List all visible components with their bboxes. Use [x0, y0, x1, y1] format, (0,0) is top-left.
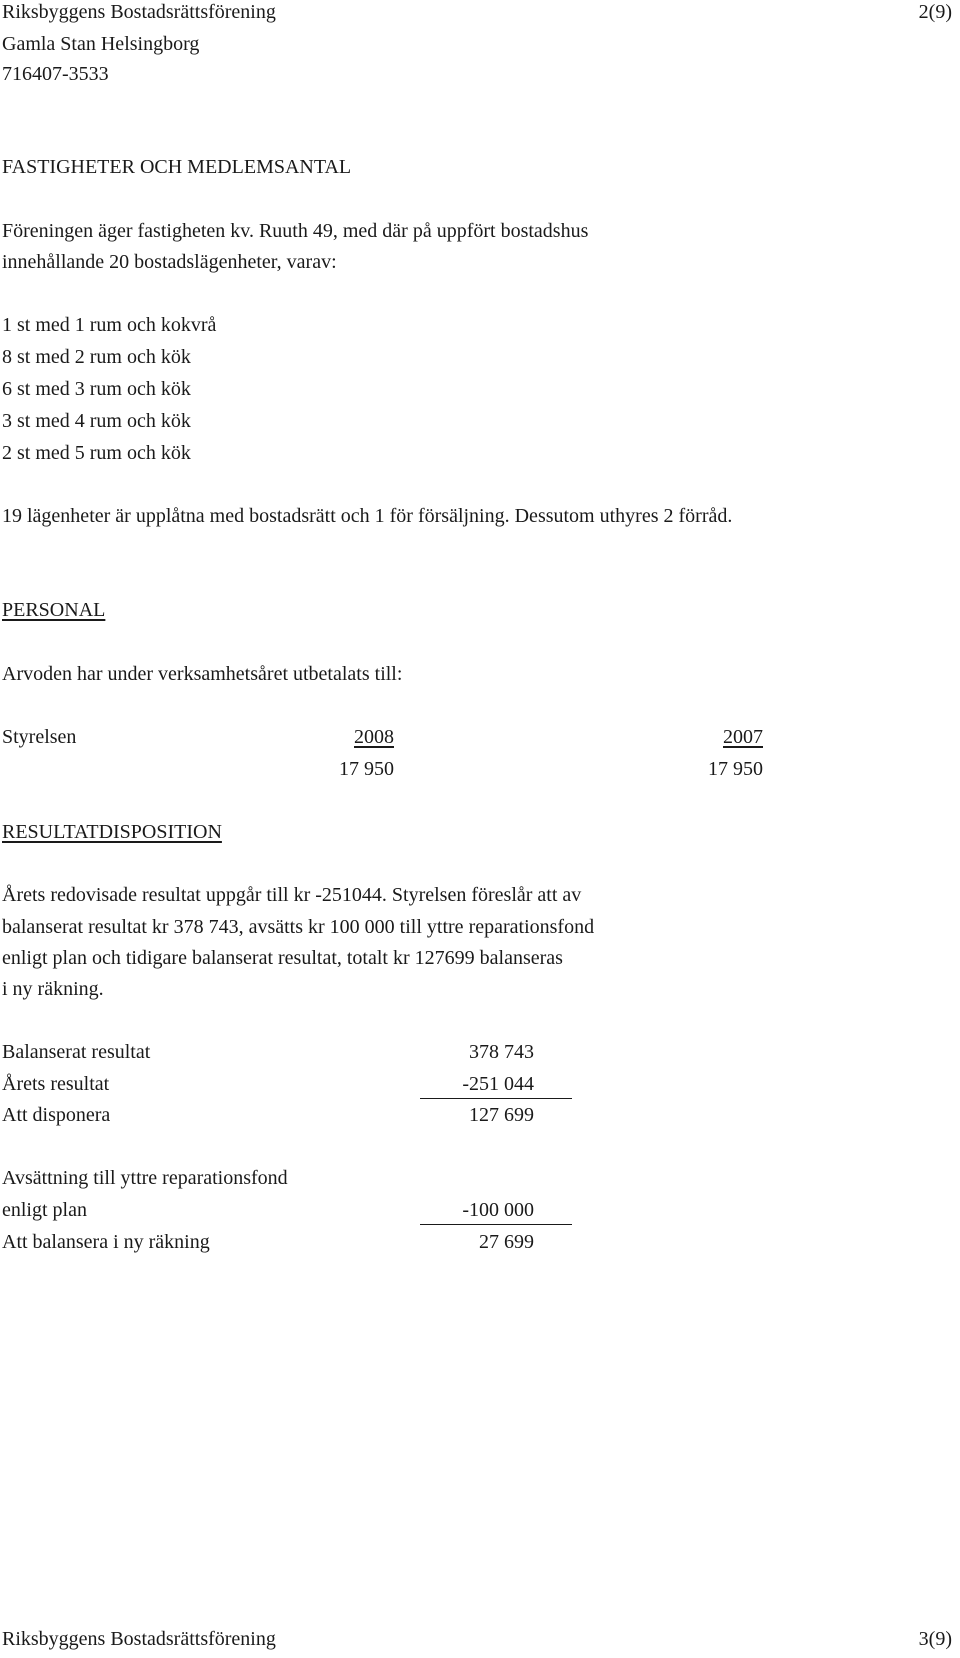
apartment-item: 6 st med 3 rum och kök	[2, 378, 191, 400]
personal-row-label: Styrelsen	[2, 726, 77, 748]
personal-heading: PERSONAL	[2, 599, 106, 621]
header-org-number: 716407-3533	[2, 63, 109, 85]
apartment-item: 1 st med 1 rum och kokvrå	[2, 314, 217, 336]
disposition-row-label: Balanserat resultat	[2, 1041, 151, 1063]
disposition-row-value: 27 699	[479, 1231, 534, 1253]
personal-intro: Arvoden har under verksamhetsåret utbetalats till:	[2, 663, 403, 685]
apartment-item: 8 st med 2 rum och kök	[2, 346, 191, 368]
sum-rule	[420, 1224, 572, 1225]
disposition-row-label: Att balansera i ny räkning	[2, 1231, 210, 1253]
header-sub-name: Gamla Stan Helsingborg	[2, 33, 200, 55]
disposition-row-value: -100 000	[462, 1199, 534, 1221]
header-page-number: 2(9)	[918, 1, 952, 23]
resultatdisposition-heading: RESULTATDISPOSITION	[2, 821, 222, 843]
personal-value-2007: 17 950	[708, 758, 763, 780]
disposition-row-value: 378 743	[469, 1041, 534, 1063]
disposition-row-label: Att disponera	[2, 1104, 111, 1126]
apartment-item: 3 st med 4 rum och kök	[2, 410, 191, 432]
personal-year-2008: 2008	[354, 726, 394, 748]
sum-rule	[420, 1098, 572, 1099]
fastigheter-intro-line1: Föreningen äger fastigheten kv. Ruuth 49, med där på uppfört bostadshus	[2, 220, 589, 242]
fastigheter-intro-line2: innehållande 20 bostadslägenheter, varav:	[2, 251, 337, 273]
header-org-name: Riksbyggens Bostadsrättsförening	[2, 1, 276, 23]
disposition-row-label: enligt plan	[2, 1199, 87, 1221]
resultat-paragraph-line: enligt plan och tidigare balanserat resultat, totalt kr 127699 balanseras	[2, 947, 563, 969]
personal-year-2007: 2007	[723, 726, 763, 748]
footer-org-name: Riksbyggens Bostadsrättsförening	[2, 1628, 276, 1650]
fastigheter-summary: 19 lägenheter är upplåtna med bostadsrätt och 1 för försäljning. Dessutom uthyres 2 förråd.	[2, 505, 733, 527]
resultat-paragraph-line: i ny räkning.	[2, 978, 104, 1000]
footer-page-number: 3(9)	[918, 1628, 952, 1650]
fastigheter-heading: FASTIGHETER OCH MEDLEMSANTAL	[2, 156, 352, 178]
disposition-row-label: Avsättning till yttre reparationsfond	[2, 1167, 288, 1189]
personal-value-2008: 17 950	[339, 758, 394, 780]
disposition-row-value: -251 044	[462, 1073, 534, 1095]
apartment-item: 2 st med 5 rum och kök	[2, 442, 191, 464]
disposition-row-value: 127 699	[469, 1104, 534, 1126]
resultat-paragraph-line: balanserat resultat kr 378 743, avsätts kr 100 000 till yttre reparationsfond	[2, 916, 595, 938]
resultat-paragraph-line: Årets redovisade resultat uppgår till kr -251044. Styrelsen föreslår att av	[2, 884, 582, 906]
disposition-row-label: Årets resultat	[2, 1073, 110, 1095]
